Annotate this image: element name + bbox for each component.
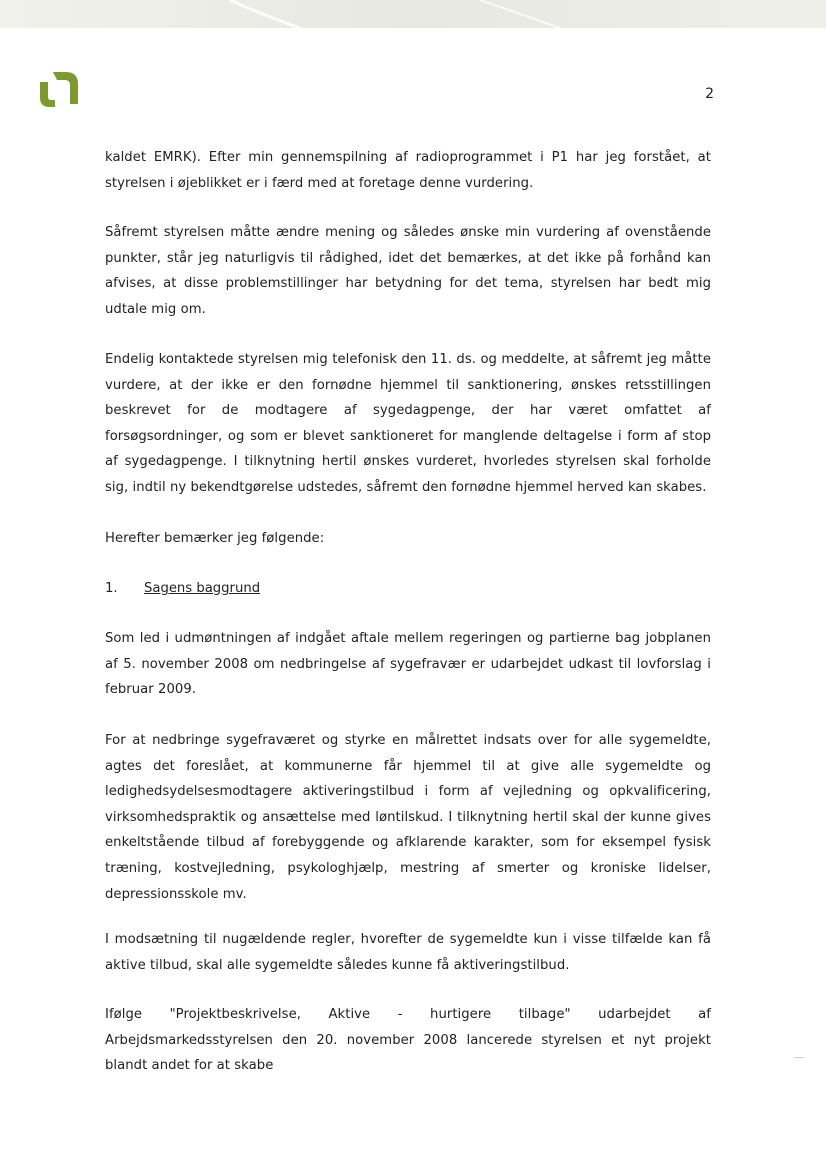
page-number: 2 <box>705 86 714 102</box>
section-heading <box>105 576 260 602</box>
paragraph-7: I modsætning til nugældende regler, hvorefter de sygemeldte kun i visse tilfælde kan få aktive tilbud, skal alle sygemeldte således kunne få aktiveringstilbud. <box>105 932 711 973</box>
scan-mark <box>794 1057 804 1058</box>
paragraph-6: For at nedbringe sygefraværet og styrke en målrettet indsats over for alle sygemeldte, agtes det foreslået, at kommunerne får hjemmel til at give alle sygemeldte og ledighedsydelsesmodtagere aktiveringstilbud i form af vejledning og opkvalificering, virksomhedspraktik og ansættelse med løntilskud. I tilknytning hertil skal der kunne gives enkeltstående tilbud af forebyggende og afklarende karakter, som for eksempel fysisk træning, kostvejledning, psykologhjælp, mestring af smerter og kroniske lidelser, depressionsskole mv. <box>105 733 711 902</box>
paragraph-3: Endelig kontaktede styrelsen mig telefonisk den 11. ds. og meddelte, at såfremt jeg måtte vurdere, at der ikke er den fornødne hjemmel til sanktionering, ønskes retsstillingen beskrevet for de modtagere af sygedagpenge, der har været omfattet af forsøgsordninger, og som er blevet sanktioneret for manglende deltagelse i form af stop af sygedagpenge. I tilknytning hertil ønskes vurderet, hvorledes styrelsen skal forholde sig, indtil ny bekendtgørelse udstedes, såfremt den fornødne hjemmel herved kan skabes. <box>105 352 711 495</box>
paragraph-1: kaldet EMRK). Efter min gennemspilning af radioprogrammet i P1 har jeg forstået, at styrelsen i øjeblikket er i færd med at foretage denne vurdering. <box>105 150 711 191</box>
paragraph-5: Som led i udmøntningen af indgået aftale mellem regeringen og partierne bag jobplanen af 5. november 2008 om nedbringelse af sygefravær er udarbejdet udkast til lovforslag i februar 2009. <box>105 631 711 698</box>
page-top-band <box>0 0 826 28</box>
section-title: Sagens baggrund <box>144 581 261 596</box>
organization-logo-icon <box>38 70 80 108</box>
section-number: 1. <box>105 581 118 596</box>
paragraph-4: Herefter bemærker jeg følgende: <box>105 531 325 546</box>
paragraph-2: Såfremt styrelsen måtte ændre mening og således ønske min vurdering af ovenstående punkter, står jeg naturligvis til rådighed, idet det bemærkes, at det ikke på forhånd kan afvises, at disse problemstillinger har betydning for det tema, styrelsen har bedt mig udtale mig om. <box>105 225 711 317</box>
decorative-swoosh <box>0 0 826 28</box>
paragraph-8: Ifølge "Projektbeskrivelse, Aktive - hurtigere tilbage" udarbejdet af Arbejdsmarkedsstyrelsen den 20. november 2008 lancerede styrelsen et nyt projekt blandt andet for at skabe <box>105 1007 711 1074</box>
